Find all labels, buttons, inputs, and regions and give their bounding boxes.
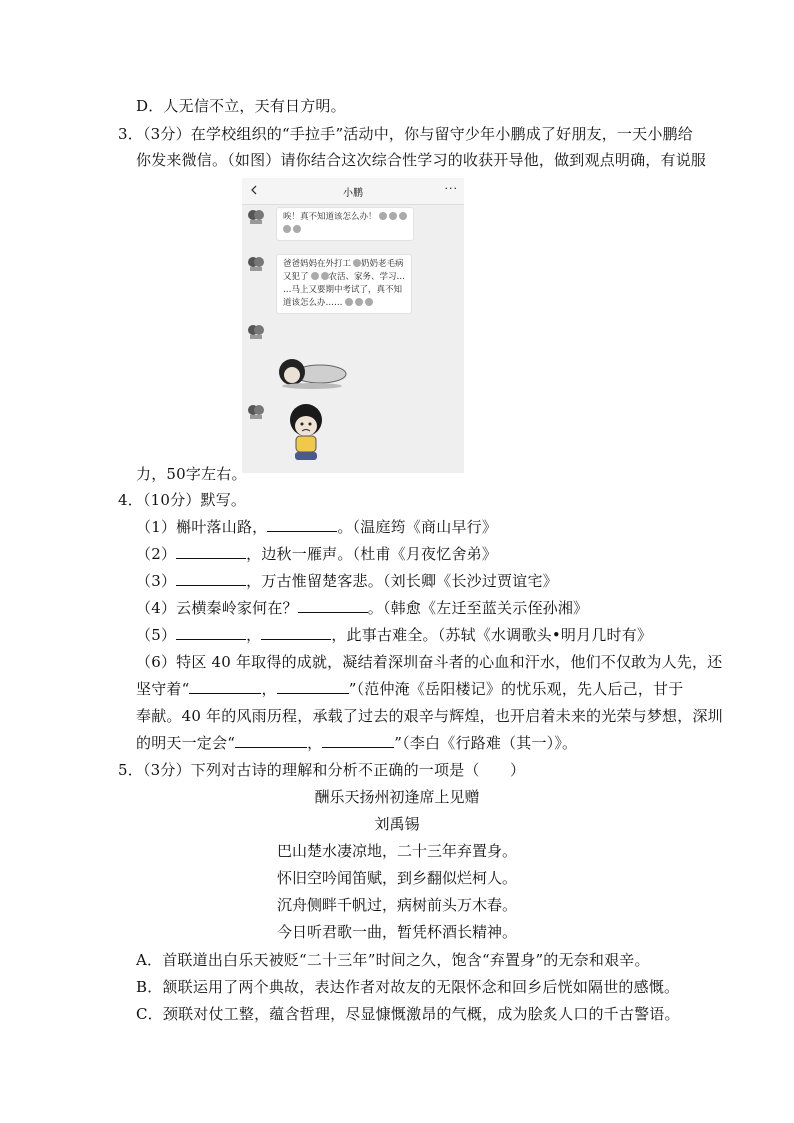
poem-author: 刘禹锡	[374, 815, 420, 833]
chat-title: 小鹏	[343, 188, 363, 199]
avatar-icon	[247, 256, 265, 272]
q4-item-6-line-3: 奉献。40 年的风雨历程，承载了过去的艰辛与辉煌，也开启着未来的光荣与梦想，深圳	[136, 707, 723, 725]
chat-message-1	[276, 207, 414, 241]
answer-blank	[235, 733, 307, 748]
q4-text: 。（温庭筠《商山早行》	[337, 518, 498, 536]
q4-text: （4）云横秦岭家何在？	[136, 599, 298, 617]
emoji-icon	[355, 298, 363, 306]
q4-text: ，边秋一雁声。（杜甫《月夜忆舍弟》	[246, 545, 498, 563]
answer-blank	[176, 544, 246, 559]
answer-blank	[189, 679, 261, 694]
message-text: 又犯了	[283, 272, 309, 282]
q4-text: 坚守着“	[136, 680, 190, 698]
q4-item-5	[136, 625, 652, 645]
chat-header	[242, 178, 464, 205]
poem-line-3: 沉舟侧畔千帆过，病树前头万木春。	[276, 896, 517, 914]
poem-line-4: 今日听君歌一曲，暂凭杯酒长精神。	[276, 923, 517, 941]
more-icon: ···	[444, 182, 458, 195]
q4-item-4	[136, 598, 588, 618]
heart-icon	[399, 212, 407, 220]
q4-text: ，万古惟留楚客悲。（刘长卿《长沙过贾谊宅》	[246, 572, 558, 590]
avatar-icon	[247, 209, 265, 225]
q4-text: ，	[307, 734, 323, 752]
q5-option-b: B．颔联运用了两个典故，表达作者对故友的无限怀念和回乡后恍如隔世的感慨。	[136, 978, 680, 996]
q5-option-c: C．颈联对仗工整，蕴含哲理，尽显慷慨激昂的气概，成为脍炙人口的千古警语。	[136, 1005, 680, 1023]
answer-blank	[267, 517, 337, 532]
q4-text: 。（韩愈《左迁至蓝关示侄孙湘》	[367, 599, 589, 617]
message-text: 道该怎么办……	[283, 298, 343, 308]
poem-line-1: 巴山楚水凄凉地，二十三年弃置身。	[276, 842, 517, 860]
q4-item-6-line-2	[136, 679, 683, 699]
q3-line-1: 3．（3分）在学校组织的“手拉手”活动中，你与留守少年小鹏成了好朋友，一天小鹏给	[118, 125, 693, 143]
heart-icon	[389, 212, 397, 220]
q4-text: ，此事古难全。（苏轼《水调歌头•明月几时有》	[331, 626, 653, 644]
q4-text: 的明天一定会“	[136, 734, 236, 752]
q4-item-1	[136, 517, 497, 537]
q3-line-3: 力，50字左右。	[136, 465, 247, 483]
answer-blank	[277, 679, 349, 694]
answer-blank	[261, 625, 331, 640]
emoji-icon	[321, 272, 329, 280]
answer-blank	[322, 733, 394, 748]
sad-kid-sticker-icon	[286, 402, 326, 464]
q5-option-a: A．首联道出白乐天被贬“二十三年”时间之久，饱含“弃置身”的无奈和艰辛。	[136, 951, 650, 969]
q5-stem: 5．（3分）下列对古诗的理解和分析不正确的一项是（ ）	[118, 761, 526, 779]
avatar-icon	[247, 404, 265, 420]
emoji-icon	[353, 259, 361, 267]
q2-option-d: D．人无信不立，天有日方明。	[136, 97, 346, 115]
wechat-screenshot	[242, 178, 464, 473]
q4-text: ”（李白《行路难（其一）》。	[394, 734, 578, 752]
emoji-icon	[379, 212, 387, 220]
q4-text: （1）槲叶落山路，	[136, 518, 268, 536]
answer-blank	[298, 598, 368, 613]
q4-text: ”（范仲淹《岳阳楼记》的忧乐观，先人后己，甘于	[348, 680, 684, 698]
message-text: 奶奶老毛病	[361, 259, 404, 269]
poem-line-2: 怀旧空吟闻笛赋，到乡翻似烂柯人。	[276, 869, 517, 887]
chat-message-2	[276, 254, 412, 314]
heart-icon	[311, 272, 319, 280]
q4-item-6-line-1: （6）特区 40 年取得的成就，凝结着深圳奋斗者的心血和汗水，他们不仅敢为人先，还	[136, 653, 723, 671]
message-text: …马上又要期中考试了，真不知	[283, 285, 403, 295]
q4-text: ，	[246, 626, 262, 644]
answer-blank	[176, 571, 246, 586]
q4-text: （5）	[136, 626, 177, 644]
q4-item-2	[136, 544, 497, 564]
q4-text: ，	[261, 680, 277, 698]
message-text: 唉！真不知道该怎么办！	[283, 212, 377, 222]
emoji-icon	[345, 298, 353, 306]
q4-title: 4．（10分）默写。	[118, 491, 247, 509]
q4-item-3	[136, 571, 558, 591]
q3-line-2: 你发来微信。（如图）请你结合这次综合性学习的收获开导他，做到观点明确，有说服	[136, 151, 707, 169]
emoji-icon	[293, 225, 301, 233]
emoji-icon	[365, 298, 373, 306]
q4-text: （2）	[136, 545, 177, 563]
emoji-icon	[283, 225, 291, 233]
message-text: 爸爸妈妈在外打工	[283, 259, 352, 269]
message-text: 农活、家务、学习…	[328, 272, 406, 282]
poem-title: 酬乐天扬州初逢席上见赠	[314, 788, 480, 806]
answer-blank	[176, 625, 246, 640]
q4-item-6-line-4	[136, 733, 577, 753]
q4-text: （3）	[136, 572, 177, 590]
lying-down-sticker-icon	[276, 348, 348, 390]
avatar-icon	[247, 324, 265, 340]
